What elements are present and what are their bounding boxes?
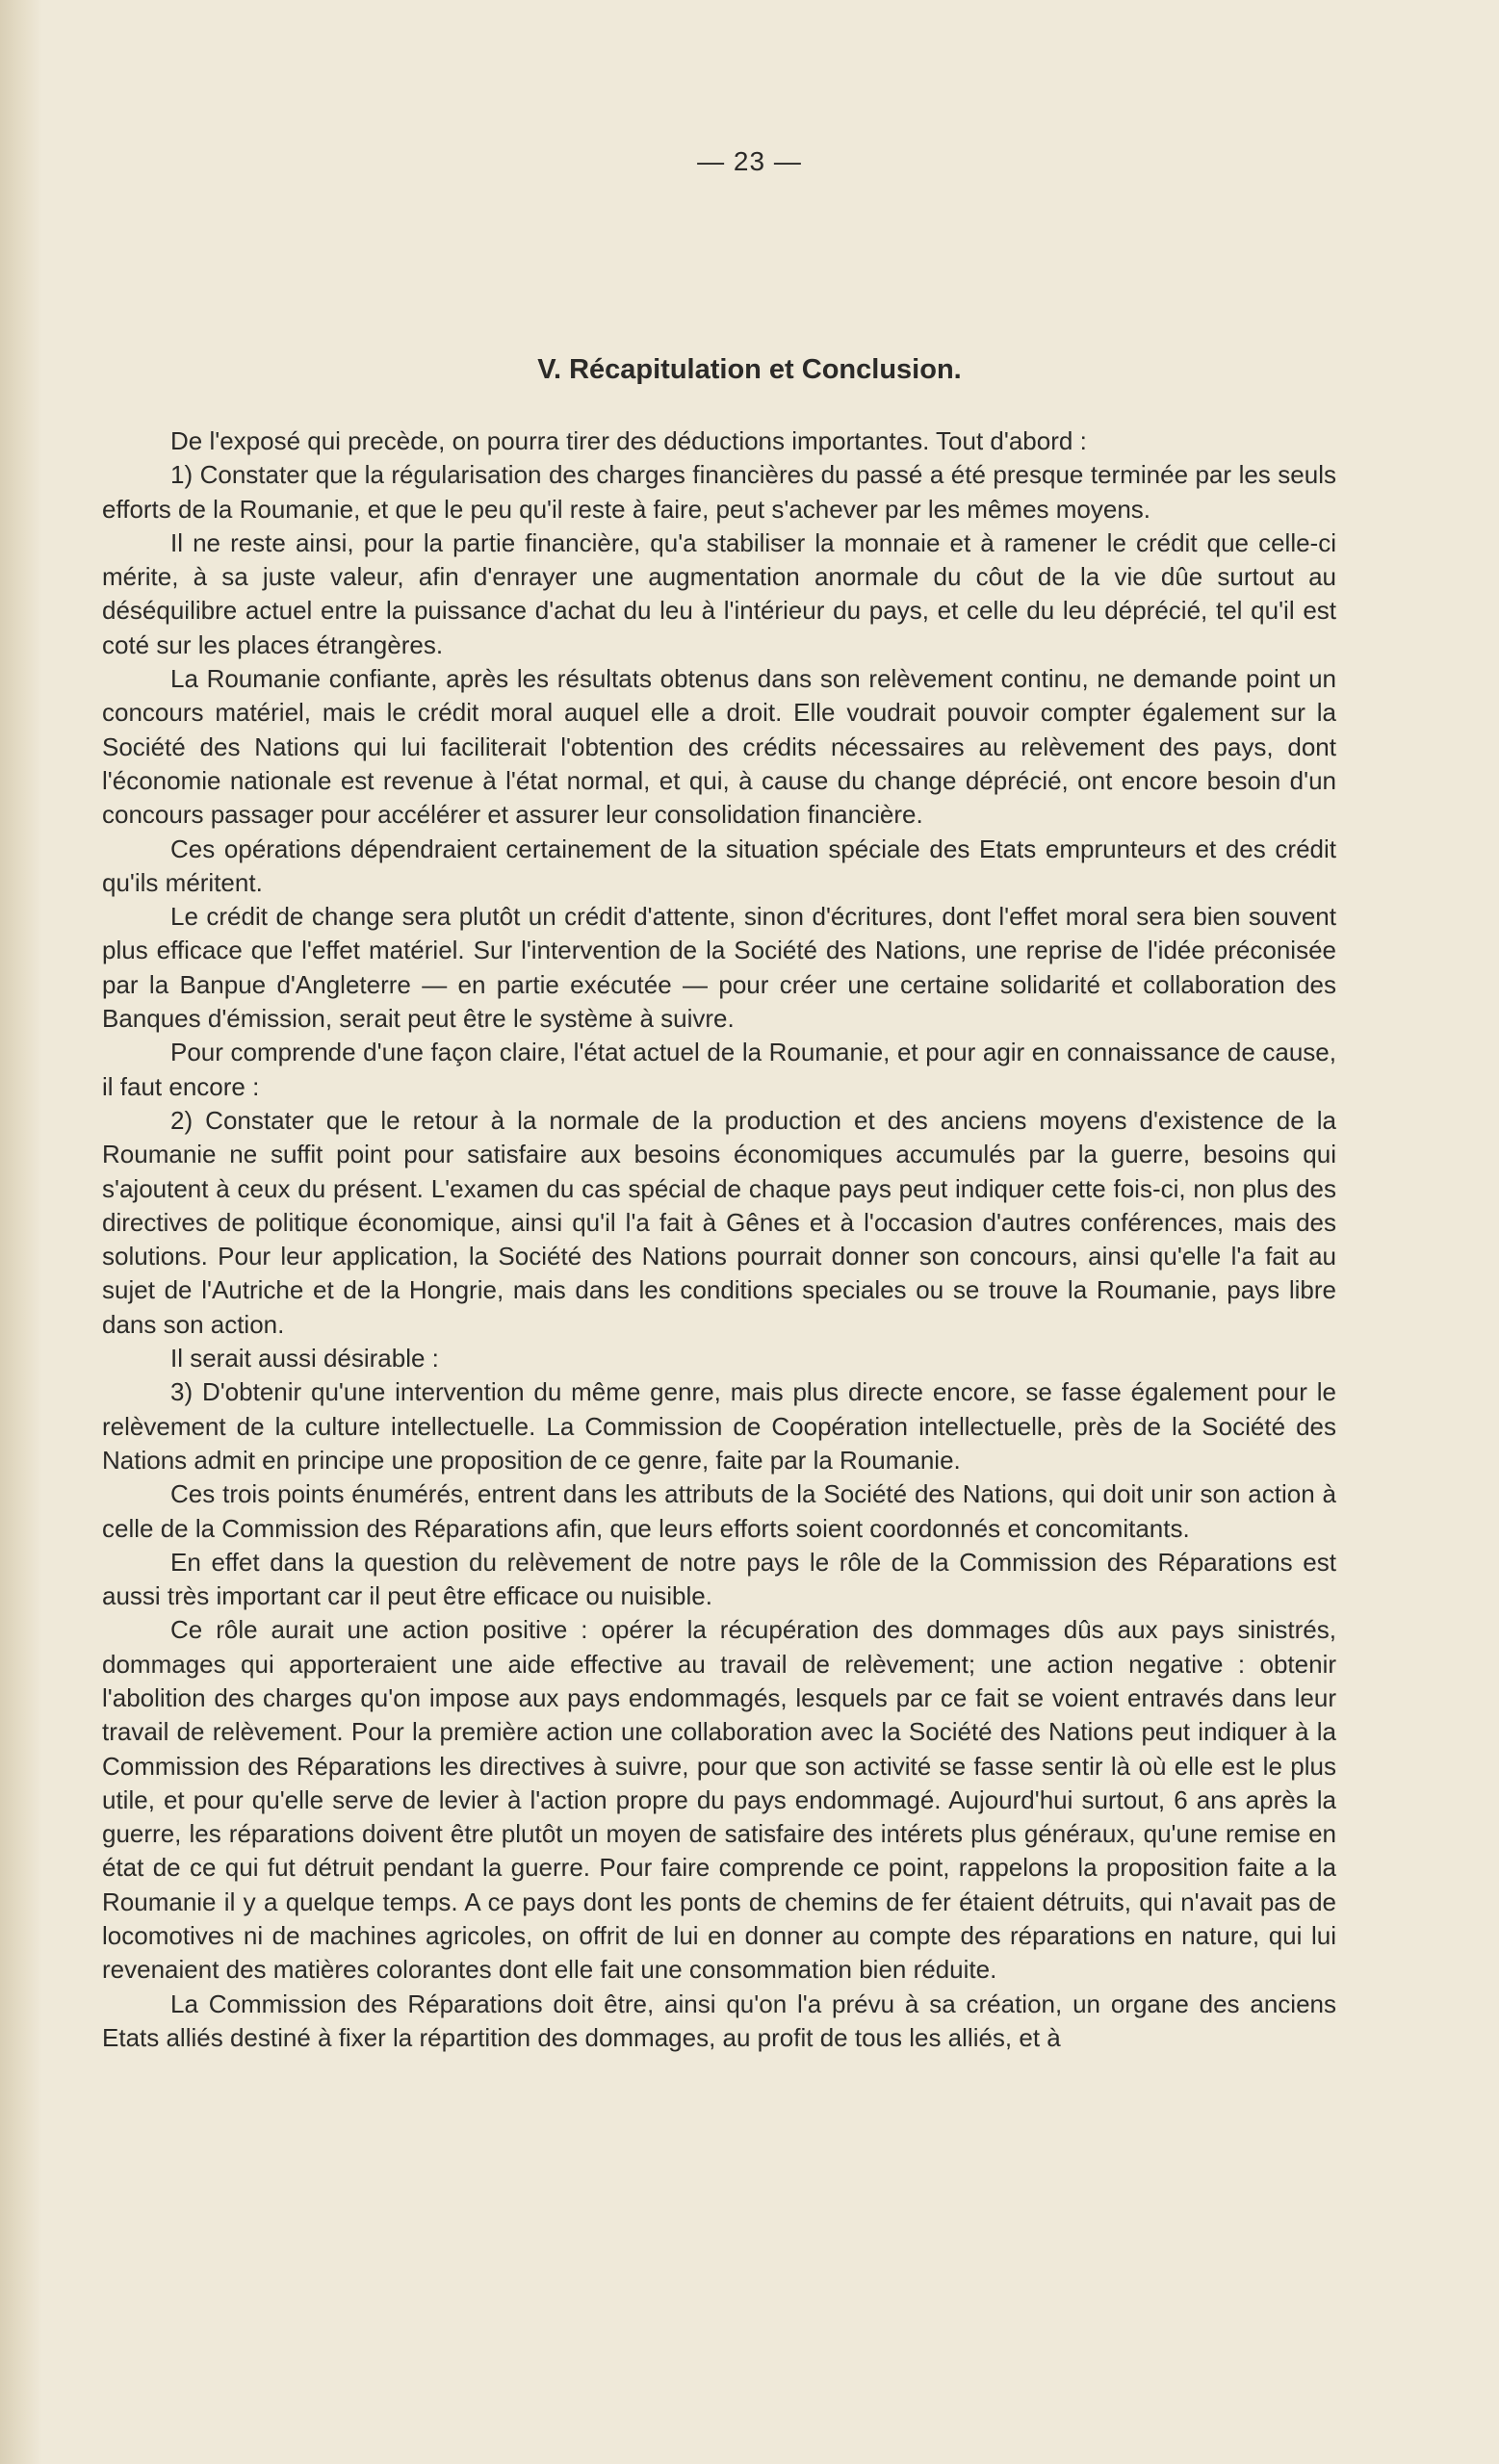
paragraph: Ce rôle aurait une action positive : opérer la récupération des dommages dûs aux pays sinistrés, dommages qui apporteraient une aide effective au travail de relèvement; une action negative : obtenir l'abolition des charges qu'on impose aux pays endommagés, lesquels par ce fait se voient entravés dans leur travail de relèvement. Pour la première action une collaboration avec la Société des Nations peut indiquer à la Commission des Réparations les directives à suivre, pour que son activité se fasse sentir là où elle est le plus utile, et pour qu'elle serve de levier à l'action propre du pays endommagé. Aujourd'hui surtout, 6 ans après la guerre, les réparations doivent être plutôt un moyen de satisfaire des intérets plus généraux, qu'une remise en état de ce qui fut détruit pendant la guerre. Pour faire comprende ce point, rappelons la proposition faite a la Roumanie il y a quelque temps. A ce pays dont les ponts de chemins de fer étaient détruits, qui n'avait pas de locomotives ni de machines agricoles, on offrit de lui en donner au compte des réparations en nature, qui lui revenaient des matières colorantes dont elle fait une consommation bien réduite. xyxy=(102,1615,1336,1985)
paragraph: Il ne reste ainsi, pour la partie financière, qu'a stabiliser la monnaie et à ramener le crédit que celle-ci mérite, à sa juste valeur, afin d'enrayer une augmentation anormale du côut de la vie dûe surtout au déséquilibre actuel entre la puissance d'achat du leu à l'intérieur du pays, et celle du leu déprécié, tel qu'il est coté sur les places étrangères. xyxy=(102,527,1336,659)
paragraph: Ces trois points énumérés, entrent dans les attributs de la Société des Nations, qui doit unir son action à celle de la Commission des Réparations afin, que leurs efforts soient coordonnés et concomitants. xyxy=(102,1479,1336,1543)
paragraph: 3) D'obtenir qu'une intervention du même genre, mais plus directe encore, se fasse également pour le relèvement de la culture intellectuelle. La Commission de Coopération intellectuelle, près de la Société des Nations admit en principe une proposition de ce genre, faite par la Roumanie. xyxy=(102,1377,1336,1475)
paragraph: La Roumanie confiante, après les résultats obtenus dans son relèvement continu, ne demande point un concours matériel, mais le crédit moral auquel elle a droit. Elle voudrait pouvoir compter également sur la Société des Nations qui lui faciliterait l'obtention des crédits nécessaires au relèvement des pays, dont l'économie nationale est revenue à l'état normal, et qui, à cause du change déprécié, ont encore besoin d'un concours passager pour accélérer et assurer leur consolidation financière. xyxy=(102,664,1336,830)
paragraph: Pour comprende d'une façon claire, l'état actuel de la Roumanie, et pour agir en connaissance de cause, il faut encore : xyxy=(102,1038,1336,1101)
page-number: — 23 — xyxy=(697,146,802,176)
paragraph: Il serait aussi désirable : xyxy=(170,1344,439,1373)
paragraph: En effet dans la question du relèvement de notre pays le rôle de la Commission des Réparations est aussi très important car il peut être efficace ou nuisible. xyxy=(102,1547,1336,1611)
paragraph: Ces opérations dépendraient certainement de la situation spéciale des Etats emprunteurs et des crédit qu'ils méritent. xyxy=(102,834,1336,897)
paragraph: Le crédit de change sera plutôt un crédit d'attente, sinon d'écritures, dont l'effet moral sera bien souvent plus efficace que l'effet matériel. Sur l'intervention de la Société des Nations, une reprise de l'idée préconisée par la Banpue d'Angleterre — en partie exécutée — pour créer une certaine solidarité et collaboration des Banques d'émission, serait peut être le système à suivre. xyxy=(102,902,1336,1034)
section-heading: V. Récapitulation et Conclusion. xyxy=(537,354,962,385)
body-text xyxy=(102,424,1336,2055)
paragraph: De l'exposé qui precède, on pourra tirer des déductions importantes. Tout d'abord : xyxy=(170,426,1087,455)
paragraph: 1) Constater que la régularisation des charges financières du passé a été presque terminée par les seuls efforts de la Roumanie, et que le peu qu'il reste à faire, peut s'achever par les mêmes moyens. xyxy=(102,460,1336,524)
paragraph: 2) Constater que le retour à la normale de la production et des anciens moyens d'existence de la Roumanie ne suffit point pour satisfaire aux besoins économiques accumulés par la guerre, besoins qui s'ajoutent à ceux du présent. L'examen du cas spécial de chaque pays peut indiquer cette fois-ci, non plus des directives de politique économique, ainsi qu'il l'a fait à Gênes et à l'occasion d'autres conférences, mais des solutions. Pour leur application, la Société des Nations pourrait donner son concours, ainsi qu'elle l'a fait au sujet de l'Autriche et de la Hongrie, mais dans les conditions speciales ou se trouve la Roumanie, pays libre dans son action. xyxy=(102,1105,1336,1339)
paragraph: La Commission des Réparations doit être, ainsi qu'on l'a prévu à sa création, un organe des anciens Etats alliés destiné à fixer la répartition des dommages, au profit de tous les alliés, et à xyxy=(102,1989,1336,2052)
